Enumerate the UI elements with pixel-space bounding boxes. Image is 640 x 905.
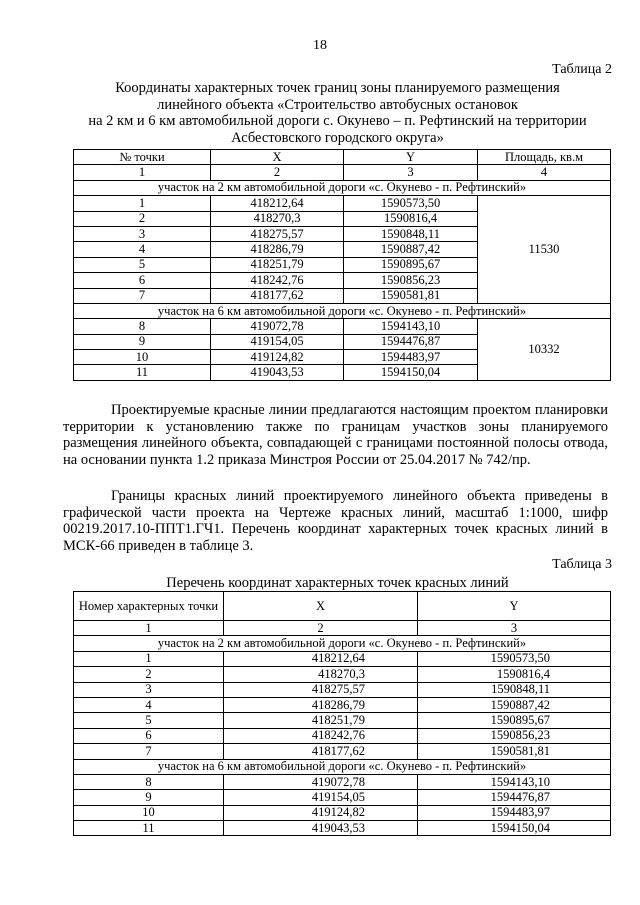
point-number-cell: 5 bbox=[74, 257, 211, 272]
table3-label: Таблица 3 bbox=[552, 557, 612, 572]
section-title: участок на 2 км автомобильной дороги «с. Окунево - п. Рефтинский» bbox=[74, 180, 611, 195]
x-cell: 419154,05 bbox=[211, 334, 344, 349]
table-row bbox=[74, 682, 611, 697]
x-cell: 419072,78 bbox=[224, 774, 418, 789]
point-number-cell: 7 bbox=[74, 744, 224, 759]
point-number-cell: 7 bbox=[74, 288, 211, 303]
table-row bbox=[74, 319, 611, 334]
section-title: участок на 6 км автомобильной дороги «с. Окунево - п. Рефтинский» bbox=[74, 759, 611, 774]
x-cell: 418242,76 bbox=[224, 728, 418, 743]
table2-caption-line: Асбестовского городского округа» bbox=[231, 129, 444, 146]
column-number-cell: 3 bbox=[344, 165, 478, 180]
section-title-row bbox=[74, 303, 611, 318]
y-cell: 1590895,67 bbox=[418, 713, 611, 728]
x-cell: 419043,53 bbox=[224, 821, 418, 836]
column-number-row bbox=[74, 621, 611, 636]
table2-label: Таблица 2 bbox=[552, 62, 612, 77]
table3-caption: Перечень координат характерных точек красных линий bbox=[166, 575, 509, 591]
paragraph-red-lines-drawing bbox=[63, 488, 608, 554]
x-cell: 418177,62 bbox=[224, 744, 418, 759]
paragraph-text: Проектируемые красные линии предлагаются настоящим проектом планировки территории к установлению также по границам участков зоны планируемого размещения линейного объекта, совпадающей с границами постоянной полосы отвода, на основании пункта 1.2 приказа Минстроя России от 25.04.2017 № 742/пр. bbox=[63, 402, 608, 468]
table2-caption-line: на 2 км и 6 км автомобильной дороги с. Окунево – п. Рефтинский на территории bbox=[88, 113, 587, 129]
point-number-cell: 8 bbox=[74, 319, 211, 334]
point-number-cell: 1 bbox=[74, 651, 224, 666]
x-cell: 418286,79 bbox=[224, 697, 418, 712]
x-cell: 418251,79 bbox=[224, 713, 418, 728]
point-number-cell: 5 bbox=[74, 713, 224, 728]
point-number-cell: 4 bbox=[74, 242, 211, 257]
x-cell: 419124,82 bbox=[224, 805, 418, 820]
table-row bbox=[74, 744, 611, 759]
header-cell: Номер характерных точки bbox=[74, 592, 224, 621]
y-cell: 1590856,23 bbox=[418, 728, 611, 743]
y-cell: 1590816,4 bbox=[344, 211, 478, 226]
x-cell: 419154,05 bbox=[224, 790, 418, 805]
table-row bbox=[74, 196, 611, 211]
point-number-cell: 3 bbox=[74, 682, 224, 697]
y-cell: 1590856,23 bbox=[344, 273, 478, 288]
y-cell: 1590895,67 bbox=[344, 257, 478, 272]
table-row bbox=[74, 821, 611, 836]
y-cell: 1590581,81 bbox=[418, 744, 611, 759]
y-cell: 1590887,42 bbox=[344, 242, 478, 257]
table-row bbox=[74, 651, 611, 666]
point-number-cell: 6 bbox=[74, 728, 224, 743]
point-number-cell: 8 bbox=[74, 774, 224, 789]
column-number-cell: 2 bbox=[224, 621, 418, 636]
table-row bbox=[74, 697, 611, 712]
page-number: 18 bbox=[313, 38, 327, 53]
section-title-row bbox=[74, 180, 611, 195]
point-number-cell: 9 bbox=[74, 334, 211, 349]
paragraph-red-lines bbox=[63, 402, 608, 468]
x-cell: 418270,3 bbox=[211, 211, 344, 226]
header-cell: Y bbox=[344, 150, 478, 165]
y-cell: 1594476,87 bbox=[418, 790, 611, 805]
point-number-cell: 11 bbox=[74, 821, 224, 836]
y-cell: 1594143,10 bbox=[344, 319, 478, 334]
section-title: участок на 6 км автомобильной дороги «с. Окунево - п. Рефтинский» bbox=[74, 303, 611, 318]
point-number-cell: 2 bbox=[74, 211, 211, 226]
header-cell: Y bbox=[418, 592, 611, 621]
x-cell: 418270,3 bbox=[224, 667, 418, 682]
y-cell: 1590848,11 bbox=[418, 682, 611, 697]
table-row bbox=[74, 774, 611, 789]
y-cell: 1590573,50 bbox=[418, 651, 611, 666]
x-cell: 418275,57 bbox=[211, 226, 344, 241]
x-cell: 419072,78 bbox=[211, 319, 344, 334]
y-cell: 1590573,50 bbox=[344, 196, 478, 211]
column-number-cell: 1 bbox=[74, 165, 211, 180]
column-number-cell: 3 bbox=[418, 621, 611, 636]
y-cell: 1590581,81 bbox=[344, 288, 478, 303]
x-cell: 418275,57 bbox=[224, 682, 418, 697]
header-cell: № точки bbox=[74, 150, 211, 165]
column-number-cell: 4 bbox=[478, 165, 611, 180]
table2-caption-line: Координаты характерных точек границ зоны планируемого размещения bbox=[115, 80, 560, 96]
table-header-row bbox=[74, 592, 611, 621]
x-cell: 418286,79 bbox=[211, 242, 344, 257]
table-row bbox=[74, 713, 611, 728]
y-cell: 1594483,97 bbox=[344, 350, 478, 365]
y-cell: 1594476,87 bbox=[344, 334, 478, 349]
table-row bbox=[74, 805, 611, 820]
table-row bbox=[74, 728, 611, 743]
column-number-cell: 1 bbox=[74, 621, 224, 636]
column-number-cell: 2 bbox=[211, 165, 344, 180]
x-cell: 418242,76 bbox=[211, 273, 344, 288]
section-title-row bbox=[74, 636, 611, 651]
point-number-cell: 4 bbox=[74, 697, 224, 712]
area-cell: 11530 bbox=[478, 196, 611, 304]
table2 bbox=[73, 149, 611, 381]
table2-caption bbox=[60, 80, 615, 146]
table3 bbox=[73, 591, 611, 836]
x-cell: 418212,64 bbox=[211, 196, 344, 211]
x-cell: 418251,79 bbox=[211, 257, 344, 272]
table-row bbox=[74, 790, 611, 805]
column-number-row bbox=[74, 165, 611, 180]
point-number-cell: 9 bbox=[74, 790, 224, 805]
table-header-row bbox=[74, 150, 611, 165]
header-cell: Площадь, кв.м bbox=[478, 150, 611, 165]
y-cell: 1590887,42 bbox=[418, 697, 611, 712]
x-cell: 419124,82 bbox=[211, 350, 344, 365]
table-row bbox=[74, 667, 611, 682]
point-number-cell: 10 bbox=[74, 805, 224, 820]
point-number-cell: 10 bbox=[74, 350, 211, 365]
y-cell: 1594150,04 bbox=[418, 821, 611, 836]
point-number-cell: 1 bbox=[74, 196, 211, 211]
area-cell: 10332 bbox=[478, 319, 611, 381]
x-cell: 418177,62 bbox=[211, 288, 344, 303]
y-cell: 1594143,10 bbox=[418, 774, 611, 789]
table2-caption-line: линейного объекта «Строительство автобусных остановок bbox=[157, 96, 518, 113]
y-cell: 1594150,04 bbox=[344, 365, 478, 380]
x-cell: 419043,53 bbox=[211, 365, 344, 380]
header-cell: X bbox=[224, 592, 418, 621]
y-cell: 1594483,97 bbox=[418, 805, 611, 820]
point-number-cell: 2 bbox=[74, 667, 224, 682]
y-cell: 1590816,4 bbox=[418, 667, 611, 682]
section-title-row bbox=[74, 759, 611, 774]
point-number-cell: 3 bbox=[74, 226, 211, 241]
section-title: участок на 2 км автомобильной дороги «с. Окунево - п. Рефтинский» bbox=[74, 636, 611, 651]
point-number-cell: 11 bbox=[74, 365, 211, 380]
header-cell: X bbox=[211, 150, 344, 165]
paragraph-text: Границы красных линий проектируемого линейного объекта приведены в графической части проекта на Чертеже красных линий, масштаб 1:1000, шифр 00219.2017.10-ППТ1.ГЧ1. Перечень координат характерных точек красных линий в МСК-66 приведен в таблице 3. bbox=[63, 488, 608, 554]
point-number-cell: 6 bbox=[74, 273, 211, 288]
x-cell: 418212,64 bbox=[224, 651, 418, 666]
y-cell: 1590848,11 bbox=[344, 226, 478, 241]
